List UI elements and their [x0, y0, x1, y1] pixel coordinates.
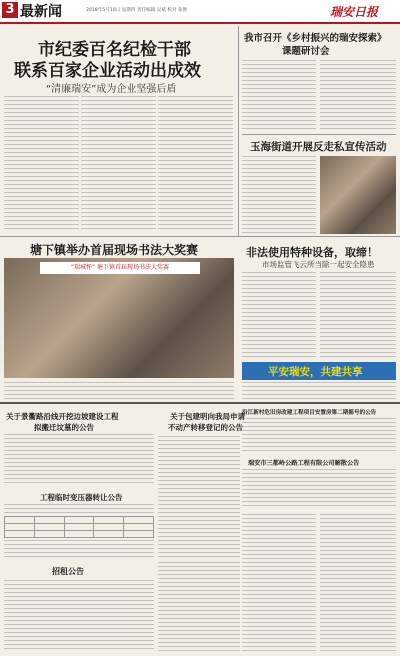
haiyi-headline: 玉海街道开展反走私宣传活动 — [250, 141, 387, 153]
main-article-body-col3 — [158, 96, 233, 230]
fence-notice-title-line1: 关于景衢路沿线开挖边坡建设工程 — [6, 412, 119, 421]
property-notice-title-line2: 不动产转移登记的公告 — [168, 423, 243, 432]
seminar-body-col2 — [320, 60, 396, 130]
haiyi-photo — [320, 156, 396, 234]
fence-notice-title-line2: 拟搬迁坟墓的公告 — [34, 423, 94, 432]
property-notice-title-line1: 关于包建明向我局申请 — [170, 412, 245, 421]
calligraphy-banner: “瑞城杯” 塘下镇首届现场书法大奖赛 — [40, 262, 200, 274]
transformer-notice-title: 工程临时变压器转让公告 — [40, 493, 123, 502]
calligraphy-photo — [4, 258, 234, 378]
equipment-headline: 非法使用特种设备，取缔！ — [246, 246, 378, 259]
main-headline-line1: 市纪委百名纪检干部 — [38, 40, 191, 60]
newspaper-logo: 瑞安日报 — [330, 5, 379, 19]
transformer-notice-intro — [4, 504, 154, 514]
issue-meta: 2018年5月10日 星期四 责任编辑 吴斌 校对 张艳 — [86, 8, 188, 13]
equipment-body-col1 — [242, 272, 316, 358]
transformer-table — [4, 516, 154, 538]
highway-notice-body — [242, 469, 396, 509]
calligraphy-headline: 塘下镇举办首届现场书法大奖赛 — [30, 243, 199, 257]
recruit-notice-title: 招租公告 — [52, 567, 84, 576]
section-rule — [0, 236, 400, 237]
property-notice-body — [158, 436, 240, 558]
column-divider — [238, 26, 239, 236]
main-subheadline: “清廉瑞安”成为企业坚强后盾 — [46, 84, 177, 95]
haiyi-body — [242, 156, 316, 234]
transformer-notice-body — [4, 540, 154, 560]
page-number: 3 — [2, 2, 18, 18]
calligraphy-caption — [4, 382, 234, 400]
section-rule — [242, 134, 396, 135]
section-title: 最新闻 — [20, 4, 62, 20]
seminar-headline-line2: 课题研讨会 — [282, 46, 330, 57]
ping-an-body — [242, 382, 396, 400]
ping-an-slogan: 平安瑞安，共建共享 — [268, 366, 363, 378]
notice-body-col-right1 — [242, 514, 316, 652]
main-article-body-col1 — [4, 96, 79, 230]
notice-body-col-right2 — [320, 514, 396, 652]
notices-rule — [0, 402, 400, 404]
seminar-body-col1 — [242, 60, 316, 130]
fence-notice-body — [4, 434, 154, 484]
equipment-subheadline: 市场监管飞云所当除一起安全隐患 — [262, 260, 375, 269]
notice-body-col-middle — [158, 562, 240, 652]
main-article-body-col2 — [81, 96, 156, 230]
highway-notice-title: 瑞安市三都岭公路工程有限公司解散公告 — [248, 460, 360, 467]
seminar-headline-line1: 我市召开《乡村振兴的瑞安探索》 — [244, 33, 387, 44]
village-notice-body — [242, 418, 396, 452]
recruit-notice-body — [4, 580, 154, 652]
equipment-body-col2 — [320, 272, 396, 358]
village-notice-title: 沿江新村危旧房改建工程项目安置房第二期摇号的公告 — [242, 410, 377, 416]
main-headline-line2: 联系百家企业活动出成效 — [14, 61, 201, 81]
